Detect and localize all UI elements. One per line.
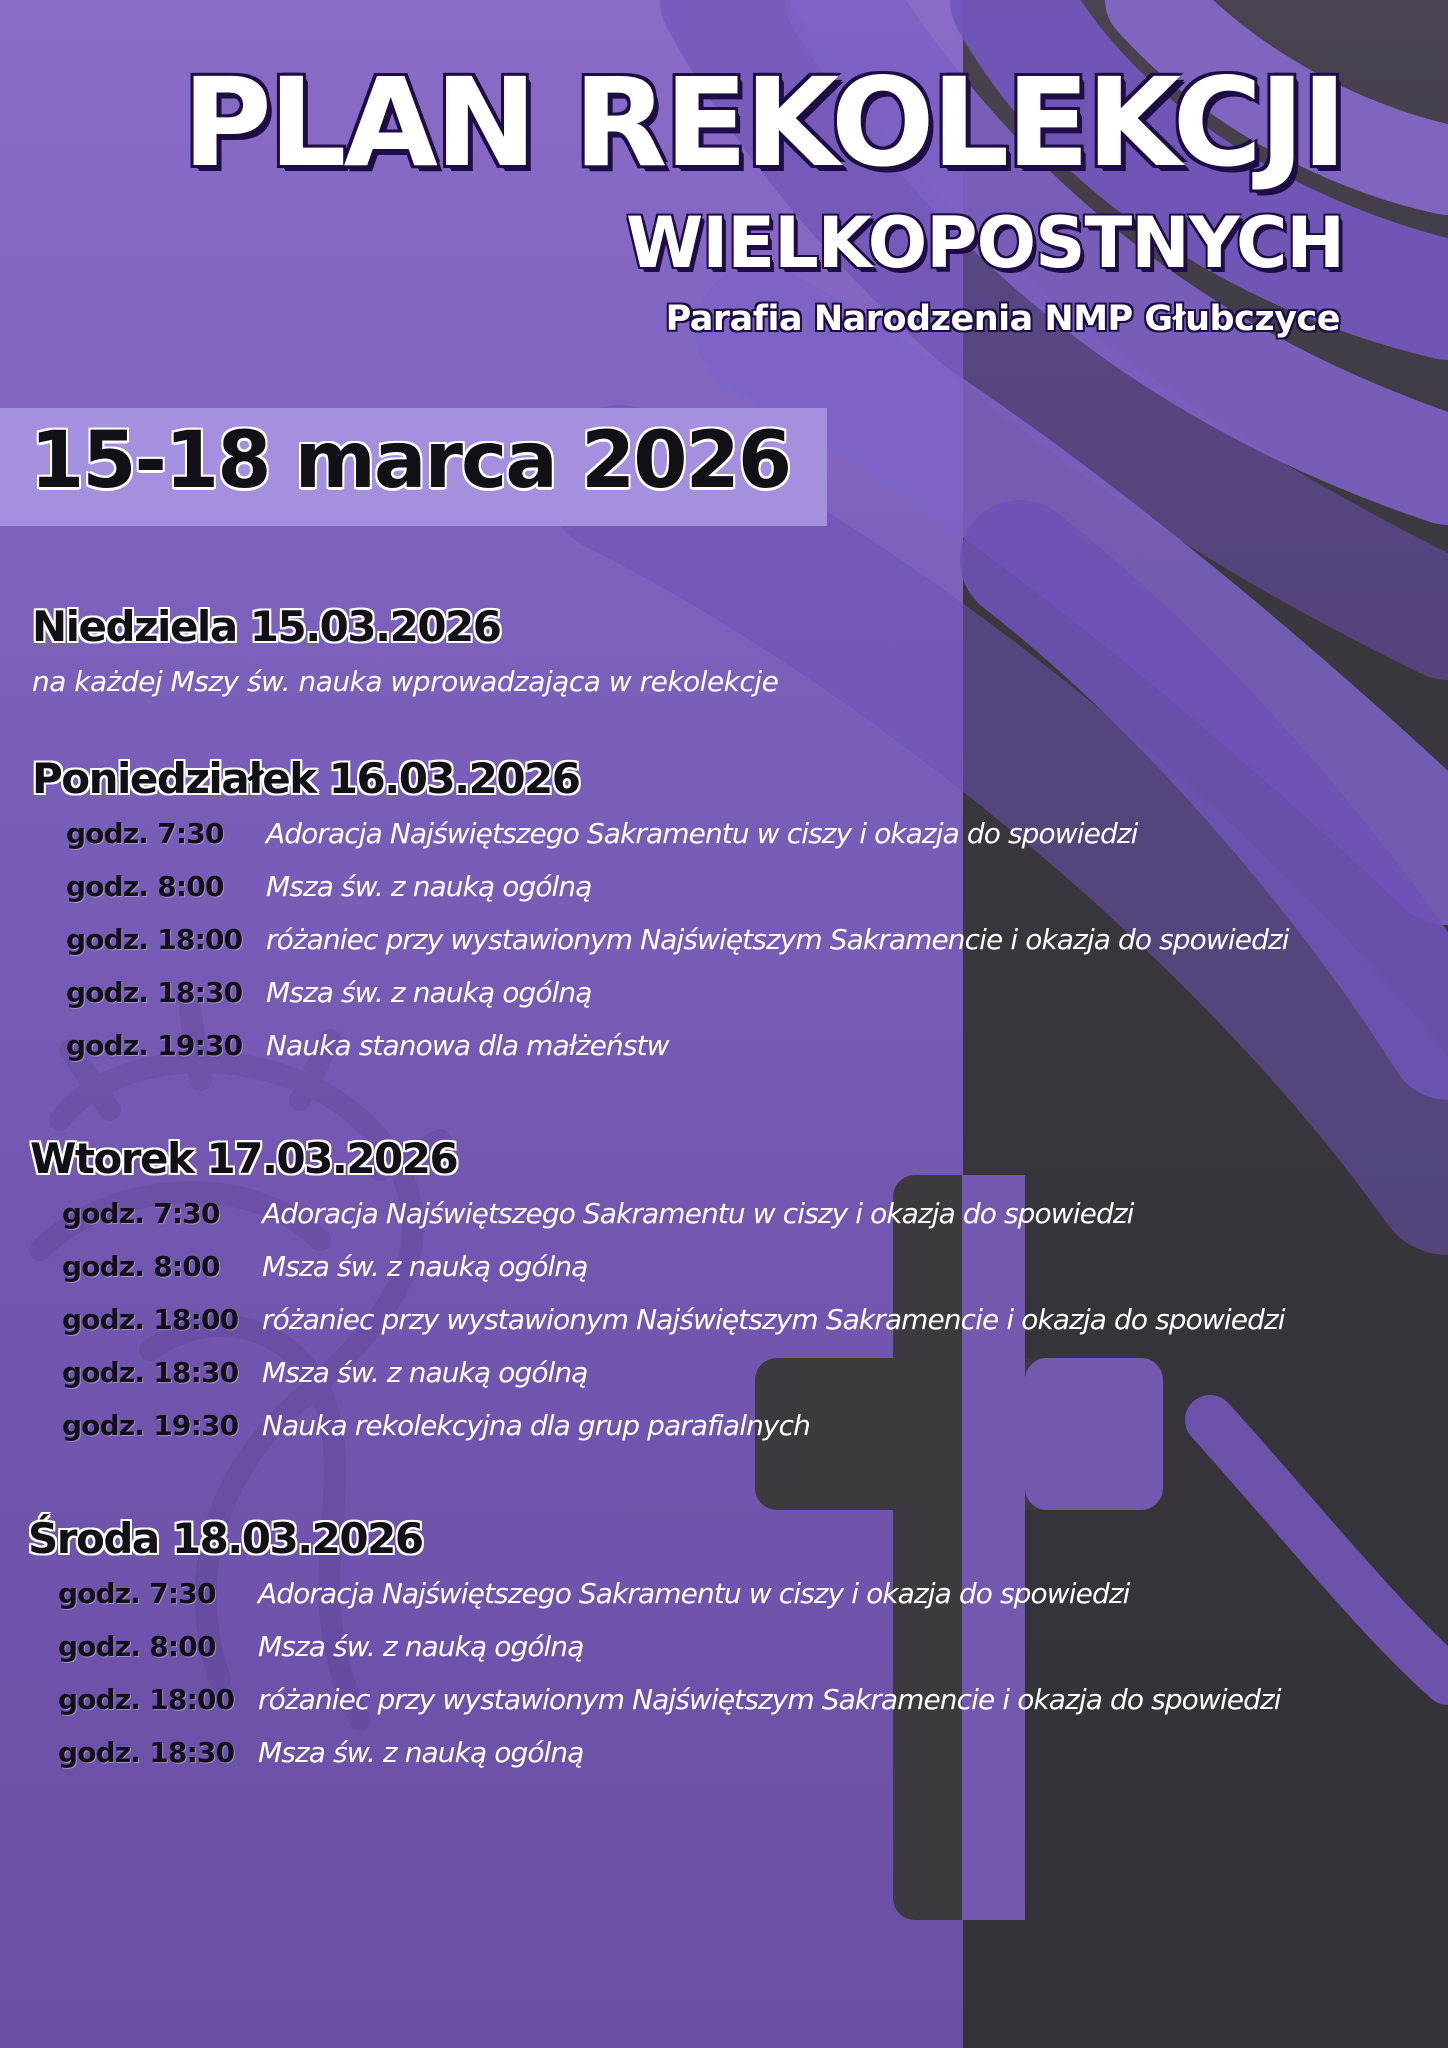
schedule-time: godz. 18:30 [66,976,243,1009]
cross-icon [755,1175,1163,1920]
schedule-time: godz. 8:00 [62,1250,220,1283]
schedule-time: godz. 18:00 [58,1683,235,1716]
schedule-description: Msza św. z nauką ogólną [266,976,592,1009]
day-heading: Poniedziałek 16.03.2026 [32,754,580,803]
schedule-description: różaniec przy wystawionym Najświętszym Sakramencie i okazja do spowiedzi [266,923,1289,956]
schedule-time: godz. 18:30 [58,1736,235,1769]
schedule-time: godz. 18:00 [66,923,243,956]
schedule-description: Msza św. z nauką ogólną [258,1736,584,1769]
schedule-time: godz. 7:30 [66,817,224,850]
schedule-time: godz. 7:30 [58,1577,216,1610]
schedule-description: Msza św. z nauką ogólną [266,870,592,903]
schedule-description: Msza św. z nauką ogólną [258,1630,584,1663]
day-heading: Niedziela 15.03.2026 [32,602,501,651]
schedule-description: różaniec przy wystawionym Najświętszym Sakramencie i okazja do spowiedzi [262,1303,1285,1336]
day-note: na każdej Mszy św. nauka wprowadzająca w rekolekcje [32,665,779,698]
schedule-description: Nauka stanowa dla małżeństw [266,1029,669,1062]
schedule-time: godz. 8:00 [66,870,224,903]
schedule-description: Msza św. z nauką ogólną [262,1356,588,1389]
day-heading: Wtorek 17.03.2026 [30,1134,458,1183]
schedule-description: Adoracja Najświętszego Sakramentu w ciszy i okazja do spowiedzi [262,1197,1134,1230]
title-line-1: PLAN REKOLEKCJI [182,52,1344,194]
day-heading: Środa 18.03.2026 [28,1514,423,1563]
schedule-time: godz. 8:00 [58,1630,216,1663]
schedule-description: różaniec przy wystawionym Najświętszym Sakramencie i okazja do spowiedzi [258,1683,1281,1716]
schedule-description: Adoracja Najświętszego Sakramentu w ciszy i okazja do spowiedzi [266,817,1138,850]
schedule-time: godz. 19:30 [62,1409,239,1442]
title-line-2: WIELKOPOSTNYCH [626,202,1344,284]
schedule-time: godz. 19:30 [66,1029,243,1062]
schedule-description: Nauka rekolekcyjna dla grup parafialnych [262,1409,810,1442]
parish-name: Parafia Narodzenia NMP Głubczyce [665,299,1340,339]
schedule-description: Adoracja Najświętszego Sakramentu w ciszy i okazja do spowiedzi [258,1577,1130,1610]
schedule-description: Msza św. z nauką ogólną [262,1250,588,1283]
schedule-time: godz. 7:30 [62,1197,220,1230]
schedule-time: godz. 18:00 [62,1303,239,1336]
schedule-time: godz. 18:30 [62,1356,239,1389]
date-range: 15-18 marca 2026 [30,416,791,506]
